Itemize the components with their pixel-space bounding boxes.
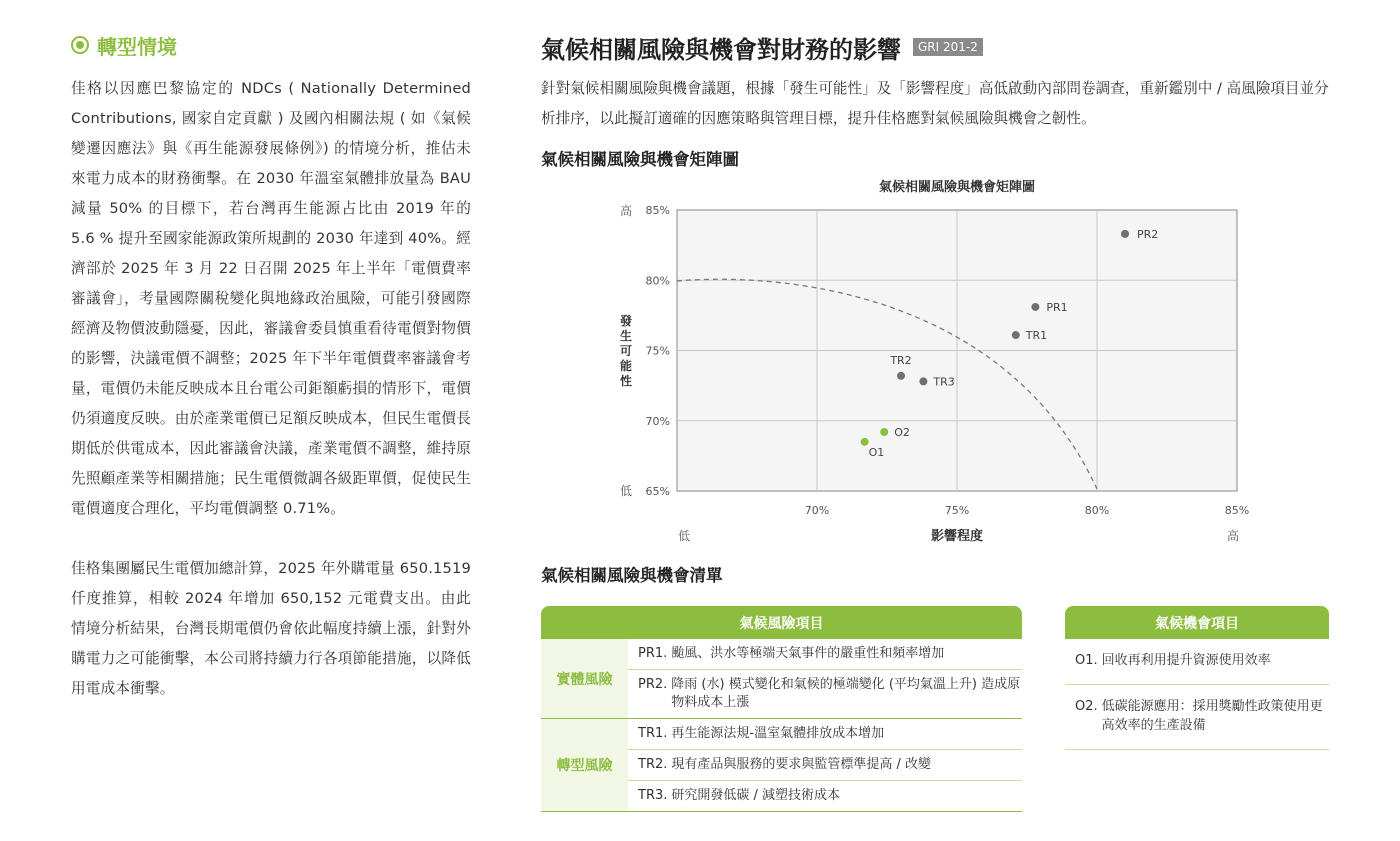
risk-category-label: 實體風險 (541, 639, 628, 718)
bullet-circle-icon (71, 36, 89, 54)
risk-item-pr2: PR2. 降雨 (水) 模式變化和氣候的極端變化 (平均氣溫上升) 造成原物料成本上漲 (638, 677, 1021, 710)
y-tick-label: 70% (645, 414, 670, 428)
matrix-heading: 氣候相關風險與機會矩陣圖 (541, 150, 739, 169)
data-label-tr1: TR1 (1025, 329, 1048, 343)
opportunity-item-o2: O2. 低碳能源應用：採用獎勵性政策使用更高效率的生產設備 (1065, 685, 1329, 750)
section-heading-text: 轉型情境 (97, 34, 177, 59)
x-tick-label: 80% (1084, 504, 1110, 517)
climate-opportunity-table (1065, 606, 1329, 750)
x-tick-label: 75% (944, 504, 970, 517)
x-tick-label: 70% (804, 504, 830, 517)
data-label-tr3: TR3 (933, 375, 955, 389)
page-title: 氣候相關風險與機會對財務的影響 (541, 35, 901, 64)
y-high-label: 高 (619, 204, 633, 218)
risk-opportunity-matrix-chart (600, 175, 1280, 555)
matrix-svg (600, 175, 1280, 555)
gri-badge: GRI 201-2 (913, 38, 983, 56)
y-tick-label: 85% (645, 204, 670, 217)
data-point-pr2 (1121, 230, 1129, 238)
financial-impact-section (541, 28, 1336, 170)
y-tick-label: 65% (645, 485, 670, 498)
risk-table-header: 氣候風險項目 (541, 606, 1022, 639)
data-point-tr3 (919, 377, 927, 385)
y-tick-label: 80% (645, 274, 670, 288)
chart-title: 氣候相關風險與機會矩陣圖 (878, 180, 1036, 195)
section-heading (71, 30, 471, 60)
risk-category-label: 轉型風險 (541, 719, 628, 811)
y-low-label: 低 (619, 484, 633, 498)
title-row (541, 28, 1336, 66)
climate-risk-table (541, 606, 1022, 812)
y-axis-label: 發生可能性 (619, 314, 633, 388)
list-heading: 氣候相關風險與機會清單 (541, 566, 723, 585)
intro-paragraph: 針對氣候相關風險與機會議題，根據「發生可能性」及「影響程度」高低啟動內部問卷調查，重新鑑別中 / 高風險項目並分析排序，以此擬訂適確的因應策略與管理目標，提升佳格應對氣候風險與機會之韌性。 (541, 80, 1329, 127)
opportunity-item-o1: O1. 回收再利用提升資源使用效率 (1065, 639, 1329, 685)
data-point-o1 (861, 438, 869, 446)
risk-item-tr3: TR3. 研究開發低碳 / 減塑技術成本 (638, 788, 841, 803)
data-point-o2 (880, 428, 888, 436)
transition-scenario-section (71, 30, 471, 704)
risk-item-pr1: PR1. 颱風、洪水等極端天氣事件的嚴重性和頻率增加 (628, 639, 1022, 670)
x-high-label: 高 (1226, 529, 1240, 543)
scenario-paragraph-2: 佳格集團屬民生電價加總計算，2025 年外購電量 650.1519 仟度推算，相較 2024 年增加 650,152 元電費支出。由此情境分析結果，台灣長期電價仍會依此幅度持續上漲，針對外購電力之可能衝擊，本公司將持續力行各項節能措施，以降低用電成本衝擊。 (71, 560, 471, 697)
scenario-paragraph-1: 佳格以因應巴黎協定的 NDCs ( Nationally Determined Contributions, 國家自定貢獻 ) 及國內相關法規 ( 如《氣候變遷因應法》與《再生能源發展條例》) 的情境分析，推估未來電力成本的財務衝擊。在 2030 年溫室氣體排放量為 BAU 減量 50% 的目標下，若台灣再生能源占比由 2019 年的 5.6 % 提升至國家能源政策所規劃的 2030 年達到 40%。經濟部於 2025 年 3 月 22 日召開 2025 年上半年「電價費率審議會」，考量國際關稅變化與地緣政治風險，可能引發國際經濟及物價波動隱憂，因此，審議會委員慎重看待電價對物價的影響，決議電價不調整；2025 年下半年電價費率審議會考量，電價仍未能反映成本且台電公司鉅額虧損的情形下，電價仍須適度反映。由於產業電價已足額反映成本，但民生電價長期低於供電成本，因此審議會決議，產業電價不調整，維持原先照顧產業等相關措施；民生電價微調各級距單價，促使民生電價適度合理化，平均電價調整 0.71%。 (71, 80, 471, 517)
x-axis-label: 影響程度 (930, 529, 984, 544)
x-tick-label: 85% (1224, 504, 1250, 517)
data-label-o2: O2 (894, 425, 910, 439)
opportunity-table-header: 氣候機會項目 (1065, 606, 1329, 639)
x-low-label: 低 (677, 529, 691, 543)
data-point-pr1 (1031, 303, 1039, 311)
risk-group-transition (541, 719, 1022, 812)
risk-item-tr1: TR1. 再生能源法規-溫室氣體排放成本增加 (628, 719, 1022, 750)
data-label-pr2: PR2 (1137, 227, 1159, 241)
y-tick-label: 75% (645, 344, 670, 358)
data-label-tr2: TR2 (890, 353, 912, 367)
data-point-tr1 (1012, 331, 1020, 339)
data-label-pr1: PR1 (1046, 300, 1068, 314)
risk-item-tr2: TR2. 現有產品與服務的要求與監管標準提高 / 改變 (628, 750, 1022, 781)
risk-group-physical (541, 639, 1022, 719)
data-point-tr2 (897, 372, 905, 380)
data-label-o1: O1 (868, 445, 885, 459)
